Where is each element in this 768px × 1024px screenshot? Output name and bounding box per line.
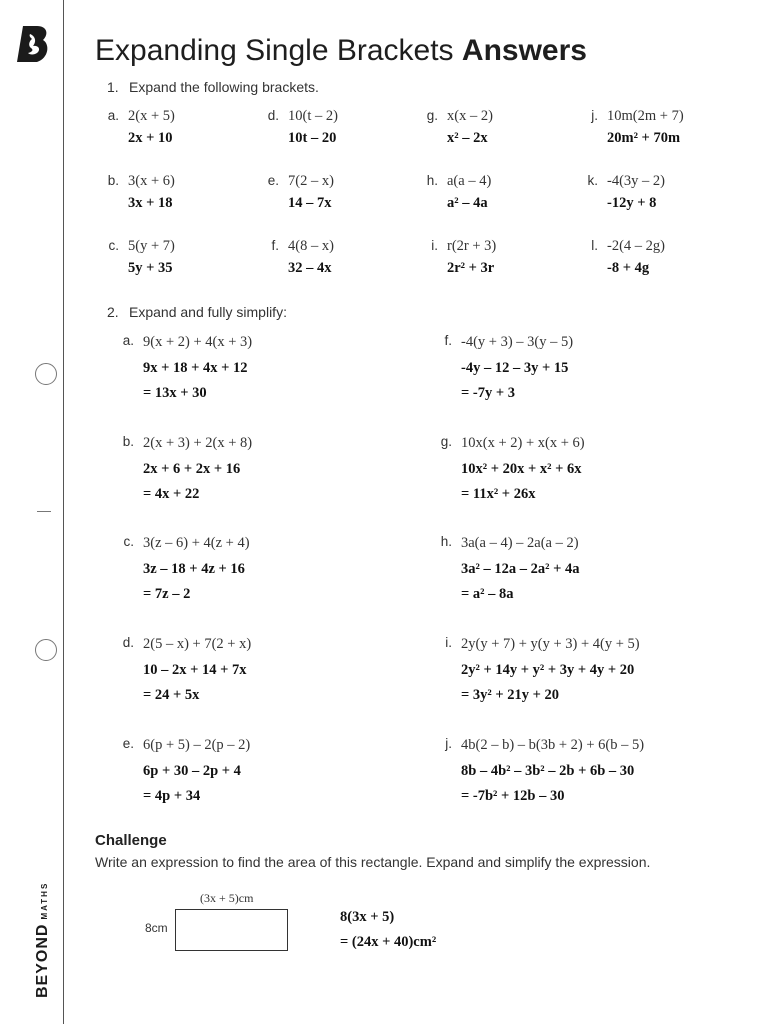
item-answer: = 24 + 5x: [143, 687, 200, 703]
item-question: a(a – 4): [447, 173, 492, 189]
q2-item: [122, 333, 253, 410]
q1-item: [271, 238, 334, 277]
item-answer: 2x + 10: [128, 130, 173, 146]
item-answer: 3x + 18: [128, 195, 173, 211]
item-answer: -8 + 4g: [607, 260, 650, 276]
item-question: -2(4 – 2g): [607, 238, 665, 254]
item-label: g.: [440, 434, 452, 449]
item-answer: 20m² + 70m: [607, 130, 681, 146]
item-step: 2x + 6 + 2x + 16: [143, 460, 241, 477]
q1-item: [591, 238, 665, 277]
title-bold: Answers: [461, 34, 587, 67]
item-label: f.: [444, 333, 452, 348]
item-question: 2(5 – x) + 7(2 + x): [143, 636, 252, 652]
q2-item: [444, 333, 574, 410]
rectangle-height-label: 8cm: [145, 921, 168, 935]
item-question: 4(8 – x): [288, 238, 334, 254]
question-number: 1.: [107, 79, 119, 95]
q2-item: [445, 635, 640, 712]
challenge-title: Challenge: [95, 832, 167, 849]
item-question: 2y(y + 7) + y(y + 3) + 4(y + 5): [461, 636, 640, 652]
q2-item: [440, 434, 585, 511]
item-question: 7(2 – x): [288, 173, 334, 189]
q2-item: [122, 736, 251, 813]
item-label: e.: [122, 736, 134, 751]
item-question: r(2r + 3): [447, 238, 497, 254]
q1-item: [587, 173, 665, 212]
item-answer: 2r² + 3r: [447, 260, 495, 276]
item-answer: = -7y + 3: [461, 385, 515, 401]
item-step: 8b – 4b² – 3b² – 2b + 6b – 30: [461, 762, 635, 779]
item-answer: = 7z – 2: [143, 586, 191, 602]
question-text: Expand the following brackets.: [129, 79, 319, 95]
item-label: k.: [587, 173, 598, 188]
q1-item: [426, 173, 492, 212]
brand-name: BEYOND: [34, 923, 51, 998]
fold-mark: [37, 511, 51, 512]
item-label: j.: [591, 108, 598, 123]
beyond-logo-icon: [15, 24, 51, 64]
challenge-answer-line-2: = (24x + 40)cm²: [340, 934, 437, 950]
item-question: -4(y + 3) – 3(y – 5): [461, 334, 574, 350]
item-question: 6(p + 5) – 2(p – 2): [143, 737, 251, 753]
page-title: [95, 34, 587, 68]
binder-hole-top: [35, 363, 57, 385]
item-label: h.: [440, 534, 452, 549]
item-label: g.: [426, 108, 438, 123]
item-question: 3(z – 6) + 4(z + 4): [143, 535, 250, 551]
item-label: d.: [122, 635, 134, 650]
item-question: 10m(2m + 7): [607, 108, 684, 124]
item-answer: = 3y² + 21y + 20: [461, 687, 560, 703]
item-answer: = 4p + 34: [143, 788, 201, 804]
item-question: 3(x + 6): [128, 173, 175, 189]
item-answer: -12y + 8: [607, 195, 657, 211]
item-step: 6p + 30 – 2p + 4: [143, 762, 241, 779]
item-question: 10(t – 2): [288, 108, 338, 124]
item-question: 2(x + 5): [128, 108, 175, 124]
q2-item: [123, 534, 250, 611]
q1-item: [267, 173, 334, 212]
item-answer: x² – 2x: [447, 130, 488, 146]
brand-wordmark: [34, 882, 52, 998]
item-question: 4b(2 – b) – b(3b + 2) + 6(b – 5): [461, 737, 645, 753]
item-answer: 32 – 4x: [288, 260, 332, 276]
item-question: x(x – 2): [447, 108, 493, 124]
q2-item: [445, 736, 645, 813]
item-label: c.: [123, 534, 134, 549]
q2-item: [440, 534, 580, 611]
item-answer: = 11x² + 26x: [461, 486, 536, 502]
title-main: Expanding Single Brackets: [95, 34, 454, 67]
question-number: 2.: [107, 304, 119, 320]
challenge-answer: [340, 909, 436, 959]
item-label: a.: [122, 333, 134, 348]
question-text: Expand and fully simplify:: [129, 304, 287, 320]
item-label: l.: [591, 238, 598, 253]
item-label: i.: [431, 238, 438, 253]
item-answer: 10t – 20: [288, 130, 337, 146]
item-answer: 5y + 35: [128, 260, 173, 276]
brand-sub: MATHS: [40, 881, 49, 920]
challenge-text: Write an expression to find the area of this rectangle. Expand and simplify the expression.: [95, 854, 651, 870]
rectangle-width-label: (3x + 5)cm: [200, 891, 254, 905]
q1-item: [591, 108, 684, 147]
item-question: 9(x + 2) + 4(x + 3): [143, 334, 253, 350]
item-step: 10 – 2x + 14 + 7x: [143, 661, 247, 678]
item-question: 10x(x + 2) + x(x + 6): [461, 435, 585, 451]
item-label: e.: [267, 173, 279, 188]
q1-item: [107, 173, 175, 212]
rectangle-diagram: [175, 909, 288, 951]
item-label: f.: [271, 238, 279, 253]
item-label: h.: [426, 173, 438, 188]
q2-item: [122, 635, 252, 712]
item-label: j.: [445, 736, 452, 751]
item-label: d.: [267, 108, 279, 123]
item-step: 3a² – 12a – 2a² + 4a: [461, 560, 580, 577]
item-label: b.: [122, 434, 134, 449]
item-question: 2(x + 3) + 2(x + 8): [143, 435, 253, 451]
item-step: 10x² + 20x + x² + 6x: [461, 460, 582, 477]
item-label: b.: [107, 173, 119, 188]
item-step: 9x + 18 + 4x + 12: [143, 359, 248, 376]
item-answer: 14 – 7x: [288, 195, 332, 211]
q1-item: [426, 108, 493, 147]
item-answer: = -7b² + 12b – 30: [461, 788, 565, 804]
item-answer: = 4x + 22: [143, 486, 200, 502]
q1-item: [107, 108, 175, 147]
item-answer: = 13x + 30: [143, 385, 207, 401]
item-step: -4y – 12 – 3y + 15: [461, 359, 569, 376]
binder-hole-bottom: [35, 639, 57, 661]
q1-item: [431, 238, 497, 277]
q1-item: [267, 108, 338, 147]
item-answer: = a² – 8a: [461, 586, 514, 602]
item-question: 3a(a – 4) – 2a(a – 2): [461, 535, 579, 551]
q2-item: [122, 434, 253, 511]
question-1-heading: [107, 79, 319, 95]
q1-item: [108, 238, 175, 277]
question-2-heading: [107, 304, 287, 320]
item-label: c.: [108, 238, 119, 253]
item-answer: a² – 4a: [447, 195, 488, 211]
item-question: -4(3y – 2): [607, 173, 665, 189]
margin-line: [63, 0, 64, 1024]
item-label: i.: [445, 635, 452, 650]
item-question: 5(y + 7): [128, 238, 175, 254]
item-step: 2y² + 14y + y² + 3y + 4y + 20: [461, 661, 635, 678]
item-label: a.: [107, 108, 119, 123]
challenge-answer-line-1: 8(3x + 5): [340, 909, 395, 925]
item-step: 3z – 18 + 4z + 16: [143, 560, 245, 577]
